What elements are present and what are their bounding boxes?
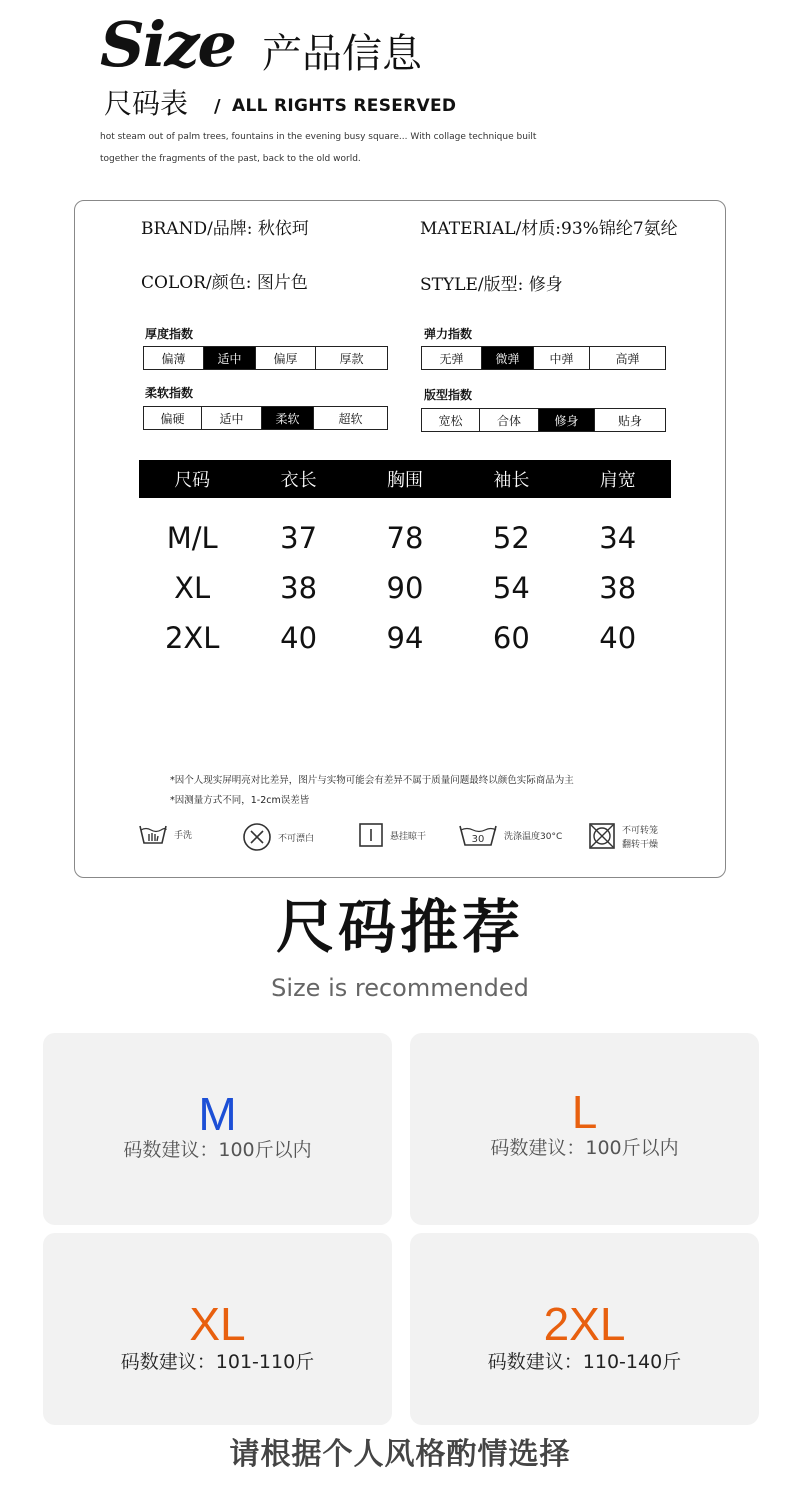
column-header-chest: 胸围 xyxy=(386,470,423,491)
elasticity-scale xyxy=(421,346,666,370)
card-size-label: 2XL xyxy=(543,1298,626,1350)
wash-temp-number: 30 xyxy=(471,834,485,845)
style-info: STYLE/版型: 修身 xyxy=(420,275,563,295)
card-size-label: XL xyxy=(189,1298,246,1350)
table-cell: 78 xyxy=(386,521,424,555)
scale-option-selected: 微弹 xyxy=(482,347,534,369)
card-advice: 码数建议：100斤以内 xyxy=(490,1137,679,1159)
column-header-size: 尺码 xyxy=(174,470,211,491)
brand-info: BRAND/品牌: 秋依珂 xyxy=(141,219,309,239)
table-cell: 38 xyxy=(599,571,637,605)
table-cell: 34 xyxy=(599,521,637,555)
card-size-label: M xyxy=(198,1088,237,1140)
scale-option: 适中 xyxy=(202,407,262,429)
table-row xyxy=(139,568,671,608)
table-cell: 60 xyxy=(492,621,530,655)
elasticity-scale-title: 弹力指数 xyxy=(424,327,473,341)
softness-scale-title: 柔软指数 xyxy=(145,386,194,400)
wash-30-icon xyxy=(458,822,498,848)
scale-option: 贴身 xyxy=(617,413,642,428)
scale-option: 宽松 xyxy=(422,409,480,431)
scale-option: 超软 xyxy=(338,411,363,426)
care-no-bleach xyxy=(242,822,314,852)
tagline-line-2: together the fragments of the past, back to the old world. xyxy=(100,154,361,164)
thickness-scale-title: 厚度指数 xyxy=(145,327,194,341)
card-advice: 码数建议：100斤以内 xyxy=(123,1139,312,1161)
hand-wash-label: 手洗 xyxy=(174,830,193,841)
table-cell: 52 xyxy=(492,521,530,555)
color-info: COLOR/颜色: 图片色 xyxy=(141,273,308,293)
table-cell: 90 xyxy=(386,571,424,605)
column-header-length: 衣长 xyxy=(280,470,317,491)
size-card-m xyxy=(43,1033,392,1225)
care-hand-wash xyxy=(138,822,192,846)
scale-option: 高弹 xyxy=(615,351,640,366)
size-chart-title: 尺码表 xyxy=(104,87,189,120)
scale-option: 偏硬 xyxy=(144,407,202,429)
table-row xyxy=(139,518,671,558)
table-cell: 38 xyxy=(280,571,318,605)
material-info: MATERIAL/材质:93%锦纶7氨纶 xyxy=(420,219,678,239)
scale-option: 无弹 xyxy=(422,347,482,369)
scale-option: 合体 xyxy=(480,409,539,431)
card-size-label: L xyxy=(571,1086,598,1138)
size-card-2xl xyxy=(410,1233,759,1425)
hand-wash-icon xyxy=(138,822,168,846)
hang-dry-label: 悬挂晾干 xyxy=(390,831,427,842)
wash-temp-label: 洗涤温度30°C xyxy=(504,831,563,842)
thickness-scale xyxy=(143,346,388,370)
table-cell: 37 xyxy=(280,521,318,555)
table-cell: 40 xyxy=(280,621,318,655)
table-cell: XL xyxy=(174,571,211,605)
card-advice: 码数建议：110-140斤 xyxy=(487,1351,682,1373)
measurement-note: *因测量方式不同，1-2cm误差皆 xyxy=(170,795,310,806)
fit-scale-title: 版型指数 xyxy=(424,388,473,402)
table-cell: 94 xyxy=(386,621,424,655)
product-info-title: 产品信息 xyxy=(262,31,422,77)
table-cell: 2XL xyxy=(164,621,220,655)
recommend-subtitle: Size is recommended xyxy=(271,974,529,1002)
table-cell: 40 xyxy=(599,621,637,655)
no-tumble-label-line-2: 翻转干燥 xyxy=(622,839,659,850)
scale-option: 中弹 xyxy=(534,347,590,369)
no-tumble-label-line-1: 不可转笼 xyxy=(622,825,659,836)
scale-option-selected: 适中 xyxy=(204,347,256,369)
table-cell: 54 xyxy=(492,571,530,605)
scale-option: 偏薄 xyxy=(144,347,204,369)
no-bleach-label: 不可漂白 xyxy=(278,833,315,844)
rights-reserved-text: ALL RIGHTS RESERVED xyxy=(232,96,457,116)
no-bleach-icon xyxy=(242,822,272,852)
scale-option-selected: 柔软 xyxy=(262,407,314,429)
size-heading: Size xyxy=(100,8,235,81)
care-hang-dry xyxy=(358,822,426,848)
scale-option: 偏厚 xyxy=(256,347,316,369)
no-tumble-dry-icon xyxy=(588,822,616,850)
card-advice: 码数建议：101-110斤 xyxy=(120,1351,315,1373)
size-card-xl xyxy=(43,1233,392,1425)
size-table-header xyxy=(139,460,671,498)
footer-advice: 请根据个人风格酌情选择 xyxy=(229,1437,571,1472)
table-row xyxy=(139,618,671,658)
recommend-title: 尺码推荐 xyxy=(275,893,524,961)
fit-scale xyxy=(421,408,666,432)
title-divider: / xyxy=(214,96,221,117)
scale-option-selected: 修身 xyxy=(539,409,595,431)
table-cell: M/L xyxy=(166,521,218,555)
no-tumble-label xyxy=(622,823,658,850)
care-wash-temp xyxy=(458,822,562,848)
softness-scale xyxy=(143,406,388,430)
column-header-sleeve: 袖长 xyxy=(493,470,530,491)
disclaimer-note: *因个人现实屏明亮对比差异，图片与实物可能会有差异不属于质量问题最终以颜色实际商品为主 xyxy=(170,775,574,786)
size-card-l xyxy=(410,1033,759,1225)
column-header-shoulder: 肩宽 xyxy=(599,470,636,491)
care-no-tumble xyxy=(588,822,658,850)
scale-option: 厚款 xyxy=(339,351,364,366)
tagline-line-1: hot steam out of palm trees, fountains in the evening busy square... With collage technique built xyxy=(100,132,537,142)
hang-dry-icon xyxy=(358,822,384,848)
